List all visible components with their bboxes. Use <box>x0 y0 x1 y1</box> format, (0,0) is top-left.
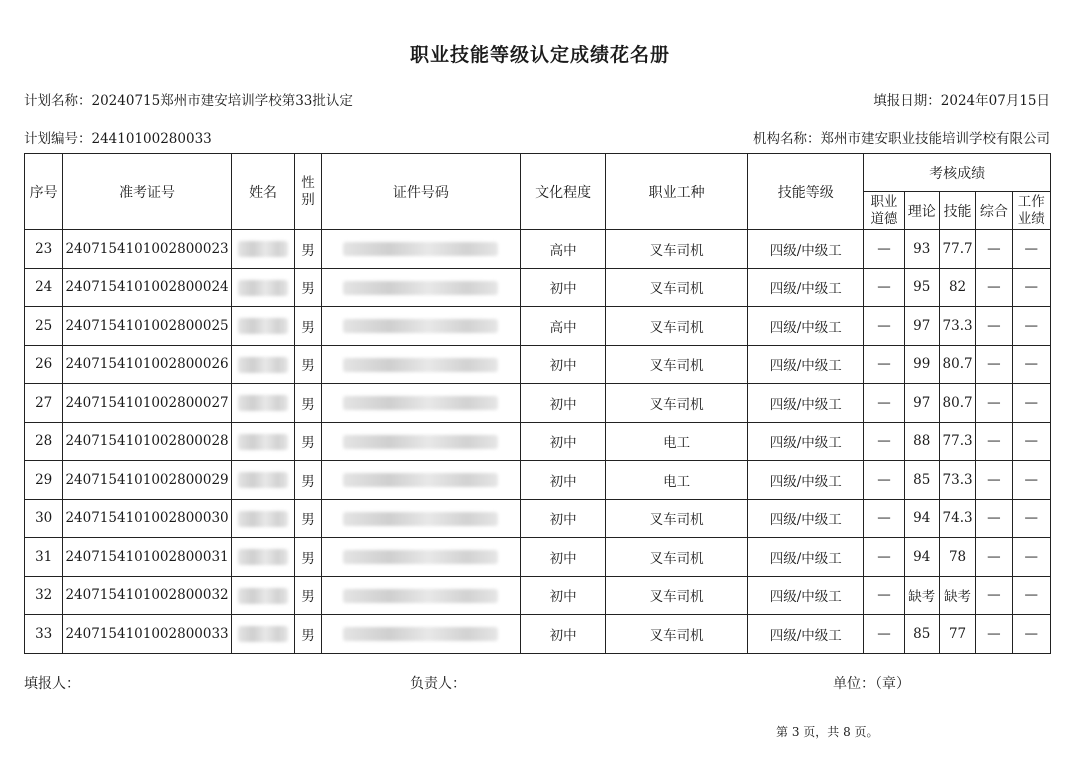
cell-theory: 97 <box>904 384 939 423</box>
cell-theory: 缺考 <box>904 576 939 615</box>
redaction-blur <box>238 588 288 604</box>
plan-number: 计划编号：24410100280033 <box>24 131 212 147</box>
redaction-blur <box>343 473 498 487</box>
cell-theory: 88 <box>904 422 939 461</box>
plan-name: 计划名称：20240715郑州市建安培训学校第33批认定 <box>24 93 353 109</box>
cell-theory: 97 <box>904 307 939 346</box>
cell-skill-level: 四级/中级工 <box>748 576 864 615</box>
cell-skill: 73.3 <box>939 461 975 500</box>
table-row <box>25 615 1051 654</box>
redaction-blur <box>343 358 498 372</box>
cell-theory: 95 <box>904 268 939 307</box>
cell-gender: 男 <box>295 345 321 384</box>
cell-theory: 94 <box>904 538 939 577</box>
responsible-label: 负责人： <box>410 676 466 692</box>
table-row <box>25 538 1051 577</box>
cell-performance: — <box>1012 422 1050 461</box>
cell-ethics: — <box>864 461 904 500</box>
cell-gender: 男 <box>295 384 321 423</box>
header-theory: 理论 <box>904 192 939 230</box>
fill-date: 填报日期：2024年07月15日 <box>873 93 1050 109</box>
cell-performance: — <box>1012 461 1050 500</box>
cell-skill: 80.7 <box>939 345 975 384</box>
cell-overall: — <box>976 230 1012 269</box>
header-performance: 工作业绩 <box>1012 192 1050 230</box>
cell-seq: 32 <box>25 576 63 615</box>
table-row <box>25 345 1051 384</box>
table-row <box>25 268 1051 307</box>
redaction-blur <box>343 242 498 256</box>
cell-name-redacted <box>231 461 295 500</box>
redaction-blur <box>343 589 498 603</box>
cell-skill-level: 四级/中级工 <box>748 461 864 500</box>
cell-id-redacted <box>321 384 521 423</box>
header-id-number: 证件号码 <box>321 154 521 230</box>
cell-ethics: — <box>864 268 904 307</box>
cell-theory: 93 <box>904 230 939 269</box>
cell-occupation: 叉车司机 <box>606 345 748 384</box>
cell-ethics: — <box>864 576 904 615</box>
cell-occupation: 叉车司机 <box>606 538 748 577</box>
cell-id-redacted <box>321 499 521 538</box>
cell-education: 高中 <box>521 307 606 346</box>
cell-seq: 27 <box>25 384 63 423</box>
cell-id-redacted <box>321 268 521 307</box>
cell-education: 初中 <box>521 384 606 423</box>
redaction-blur <box>238 549 288 565</box>
redaction-blur <box>238 357 288 373</box>
cell-seq: 29 <box>25 461 63 500</box>
cell-skill: 77 <box>939 615 975 654</box>
cell-overall: — <box>976 538 1012 577</box>
table-row <box>25 576 1051 615</box>
cell-ethics: — <box>864 307 904 346</box>
cell-gender: 男 <box>295 268 321 307</box>
header-seq: 序号 <box>25 154 63 230</box>
header-ethics: 职业道德 <box>864 192 904 230</box>
table-row <box>25 307 1051 346</box>
cell-seq: 26 <box>25 345 63 384</box>
cell-occupation: 叉车司机 <box>606 384 748 423</box>
cell-id-redacted <box>321 345 521 384</box>
organization-name: 机构名称：郑州市建安职业技能培训学校有限公司 <box>753 131 1050 147</box>
cell-skill: 74.3 <box>939 499 975 538</box>
cell-gender: 男 <box>295 615 321 654</box>
redaction-blur <box>238 511 288 527</box>
cell-exam-number: 2407154101002800025 <box>63 307 231 346</box>
table-row <box>25 422 1051 461</box>
cell-id-redacted <box>321 538 521 577</box>
cell-name-redacted <box>231 384 295 423</box>
cell-skill: 73.3 <box>939 307 975 346</box>
table-row <box>25 384 1051 423</box>
cell-occupation: 电工 <box>606 422 748 461</box>
cell-name-redacted <box>231 538 295 577</box>
page-indicator: 第 3 页，共 8 页。 <box>776 725 879 739</box>
cell-education: 初中 <box>521 422 606 461</box>
header-occupation: 职业工种 <box>606 154 748 230</box>
cell-exam-number: 2407154101002800029 <box>63 461 231 500</box>
cell-skill: 82 <box>939 268 975 307</box>
cell-overall: — <box>976 307 1012 346</box>
cell-id-redacted <box>321 422 521 461</box>
header-gender: 性别 <box>295 154 321 230</box>
cell-performance: — <box>1012 230 1050 269</box>
cell-seq: 28 <box>25 422 63 461</box>
cell-theory: 85 <box>904 461 939 500</box>
cell-ethics: — <box>864 345 904 384</box>
cell-seq: 33 <box>25 615 63 654</box>
cell-gender: 男 <box>295 576 321 615</box>
redaction-blur <box>343 281 498 295</box>
cell-skill-level: 四级/中级工 <box>748 268 864 307</box>
cell-skill-level: 四级/中级工 <box>748 307 864 346</box>
cell-gender: 男 <box>295 230 321 269</box>
cell-exam-number: 2407154101002800026 <box>63 345 231 384</box>
redaction-blur <box>343 435 498 449</box>
cell-skill: 缺考 <box>939 576 975 615</box>
cell-gender: 男 <box>295 422 321 461</box>
cell-id-redacted <box>321 461 521 500</box>
header-education: 文化程度 <box>521 154 606 230</box>
cell-exam-number: 2407154101002800023 <box>63 230 231 269</box>
cell-overall: — <box>976 499 1012 538</box>
cell-skill: 80.7 <box>939 384 975 423</box>
cell-ethics: — <box>864 384 904 423</box>
cell-id-redacted <box>321 307 521 346</box>
cell-education: 初中 <box>521 499 606 538</box>
cell-exam-number: 2407154101002800032 <box>63 576 231 615</box>
cell-overall: — <box>976 615 1012 654</box>
cell-performance: — <box>1012 345 1050 384</box>
cell-skill-level: 四级/中级工 <box>748 345 864 384</box>
cell-ethics: — <box>864 499 904 538</box>
cell-gender: 男 <box>295 499 321 538</box>
header-overall: 综合 <box>976 192 1012 230</box>
redaction-blur <box>238 626 288 642</box>
cell-name-redacted <box>231 499 295 538</box>
cell-gender: 男 <box>295 538 321 577</box>
header-skill: 技能 <box>939 192 975 230</box>
header-exam-number: 准考证号 <box>63 154 231 230</box>
table-row <box>25 461 1051 500</box>
cell-performance: — <box>1012 499 1050 538</box>
cell-occupation: 电工 <box>606 461 748 500</box>
cell-education: 初中 <box>521 461 606 500</box>
page-title: 职业技能等级认定成绩花名册 <box>409 44 670 66</box>
cell-occupation: 叉车司机 <box>606 230 748 269</box>
cell-theory: 99 <box>904 345 939 384</box>
cell-name-redacted <box>231 307 295 346</box>
redaction-blur <box>343 512 498 526</box>
cell-performance: — <box>1012 576 1050 615</box>
cell-seq: 24 <box>25 268 63 307</box>
cell-id-redacted <box>321 615 521 654</box>
cell-name-redacted <box>231 615 295 654</box>
redaction-blur <box>238 241 288 257</box>
cell-performance: — <box>1012 615 1050 654</box>
cell-name-redacted <box>231 422 295 461</box>
cell-occupation: 叉车司机 <box>606 268 748 307</box>
cell-ethics: — <box>864 538 904 577</box>
redaction-blur <box>238 395 288 411</box>
cell-name-redacted <box>231 345 295 384</box>
cell-theory: 94 <box>904 499 939 538</box>
cell-education: 初中 <box>521 345 606 384</box>
cell-seq: 31 <box>25 538 63 577</box>
cell-ethics: — <box>864 422 904 461</box>
redaction-blur <box>238 434 288 450</box>
cell-seq: 30 <box>25 499 63 538</box>
cell-name-redacted <box>231 230 295 269</box>
header-name: 姓名 <box>231 154 295 230</box>
cell-exam-number: 2407154101002800030 <box>63 499 231 538</box>
cell-performance: — <box>1012 307 1050 346</box>
cell-ethics: — <box>864 615 904 654</box>
header-skill-level: 技能等级 <box>748 154 864 230</box>
cell-performance: — <box>1012 384 1050 423</box>
cell-exam-number: 2407154101002800024 <box>63 268 231 307</box>
header-scores: 考核成绩 <box>864 154 1051 192</box>
cell-seq: 23 <box>25 230 63 269</box>
redaction-blur <box>343 396 498 410</box>
cell-skill-level: 四级/中级工 <box>748 499 864 538</box>
cell-name-redacted <box>231 576 295 615</box>
unit-seal-label: 单位：（章） <box>833 676 910 692</box>
cell-overall: — <box>976 268 1012 307</box>
cell-skill-level: 四级/中级工 <box>748 384 864 423</box>
cell-gender: 男 <box>295 461 321 500</box>
cell-education: 初中 <box>521 615 606 654</box>
table-row <box>25 230 1051 269</box>
cell-skill: 78 <box>939 538 975 577</box>
cell-id-redacted <box>321 230 521 269</box>
cell-skill-level: 四级/中级工 <box>748 422 864 461</box>
cell-overall: — <box>976 345 1012 384</box>
cell-id-redacted <box>321 576 521 615</box>
cell-seq: 25 <box>25 307 63 346</box>
redaction-blur <box>343 319 498 333</box>
redaction-blur <box>238 280 288 296</box>
cell-occupation: 叉车司机 <box>606 615 748 654</box>
cell-overall: — <box>976 461 1012 500</box>
filler-label: 填报人： <box>24 676 80 692</box>
redaction-blur <box>343 550 498 564</box>
cell-exam-number: 2407154101002800031 <box>63 538 231 577</box>
cell-ethics: — <box>864 230 904 269</box>
redaction-blur <box>343 627 498 641</box>
cell-exam-number: 2407154101002800033 <box>63 615 231 654</box>
cell-skill-level: 四级/中级工 <box>748 615 864 654</box>
cell-overall: — <box>976 422 1012 461</box>
redaction-blur <box>238 318 288 334</box>
score-table <box>24 153 1051 654</box>
cell-exam-number: 2407154101002800028 <box>63 422 231 461</box>
cell-occupation: 叉车司机 <box>606 499 748 538</box>
cell-occupation: 叉车司机 <box>606 307 748 346</box>
cell-skill-level: 四级/中级工 <box>748 230 864 269</box>
cell-gender: 男 <box>295 307 321 346</box>
cell-occupation: 叉车司机 <box>606 576 748 615</box>
redaction-blur <box>238 472 288 488</box>
cell-overall: — <box>976 384 1012 423</box>
cell-theory: 85 <box>904 615 939 654</box>
table-row <box>25 499 1051 538</box>
cell-skill-level: 四级/中级工 <box>748 538 864 577</box>
cell-skill: 77.3 <box>939 422 975 461</box>
cell-name-redacted <box>231 268 295 307</box>
cell-performance: — <box>1012 538 1050 577</box>
cell-education: 初中 <box>521 538 606 577</box>
cell-overall: — <box>976 576 1012 615</box>
cell-performance: — <box>1012 268 1050 307</box>
cell-education: 初中 <box>521 268 606 307</box>
cell-skill: 77.7 <box>939 230 975 269</box>
cell-education: 初中 <box>521 576 606 615</box>
cell-education: 高中 <box>521 230 606 269</box>
cell-exam-number: 2407154101002800027 <box>63 384 231 423</box>
